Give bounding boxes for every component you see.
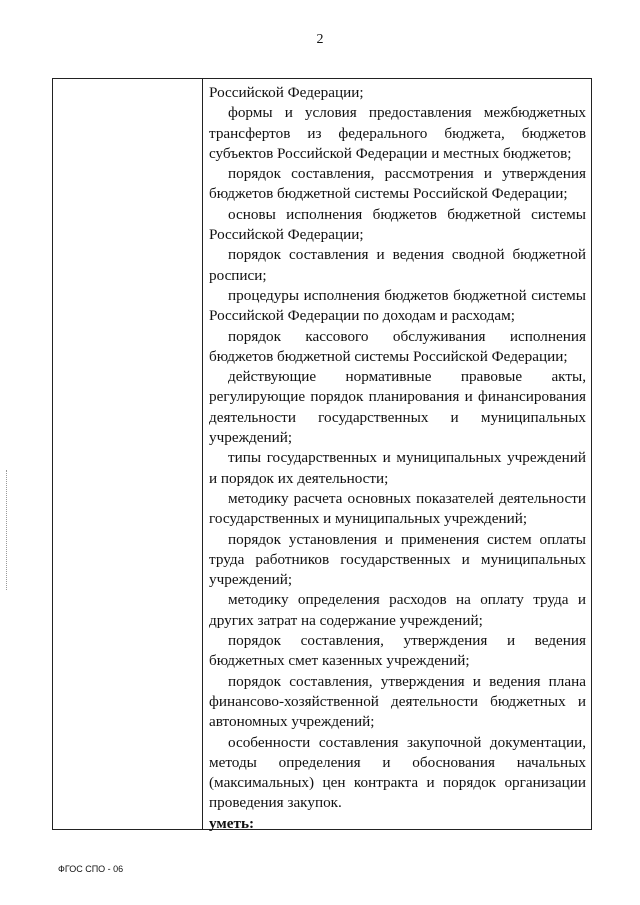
paragraph: особенности составления закупочной документации, методы определения и обоснования начальных (максимальных) цен контракта и порядок организации проведения закупок.	[209, 733, 586, 812]
paragraph: процедуры исполнения бюджетов бюджетной системы Российской Федерации по доходам и расходам;	[209, 286, 586, 325]
paragraph: порядок кассового обслуживания исполнения бюджетов бюджетной системы Российской Федерации;	[209, 327, 586, 365]
scan-margin-marks	[6, 470, 11, 590]
paragraph: методику расчета основных показателей деятельности государственных и муниципальных учреждений;	[209, 489, 586, 528]
section-heading-umet: уметь:	[209, 814, 255, 832]
footer-label: ФГОС СПО - 06	[58, 864, 124, 874]
paragraph: методику определения расходов на оплату труда и других затрат на содержание учреждений;	[209, 591, 586, 629]
standard-table	[52, 78, 592, 830]
paragraph: порядок составления, рассмотрения и утверждения бюджетов бюджетной системы Российской Федерации;	[209, 165, 586, 203]
paragraph: типы государственных и муниципальных учреждений и порядок их деятельности;	[209, 449, 586, 487]
paragraph: действующие нормативные правовые акты, регулирующие порядок планирования и финансирования деятельности государственных и муниципальных учреждений;	[209, 368, 586, 447]
left-column-cell	[53, 79, 203, 829]
paragraph: Российской Федерации;	[209, 84, 364, 101]
right-column-cell	[209, 83, 586, 834]
paragraph: порядок составления, утверждения и ведения плана финансово-хозяйственной деятельности бюджетных и автономных учреждений;	[209, 672, 586, 731]
paragraph: порядок составления, утверждения и ведения бюджетных смет казенных учреждений;	[209, 632, 586, 670]
paragraph: основы исполнения бюджетов бюджетной системы Российской Федерации;	[209, 205, 586, 244]
paragraph: порядок составления и ведения сводной бюджетной росписи;	[209, 246, 586, 284]
paragraph: формы и условия предоставления межбюджетных трансфертов из федерального бюджета, бюджетов субъектов Российской Федерации и местных бюджетов;	[209, 104, 586, 162]
page-number: 2	[316, 32, 324, 47]
paragraph: порядок установления и применения систем оплаты труда работников государственных и муниципальных учреждений;	[209, 530, 586, 589]
